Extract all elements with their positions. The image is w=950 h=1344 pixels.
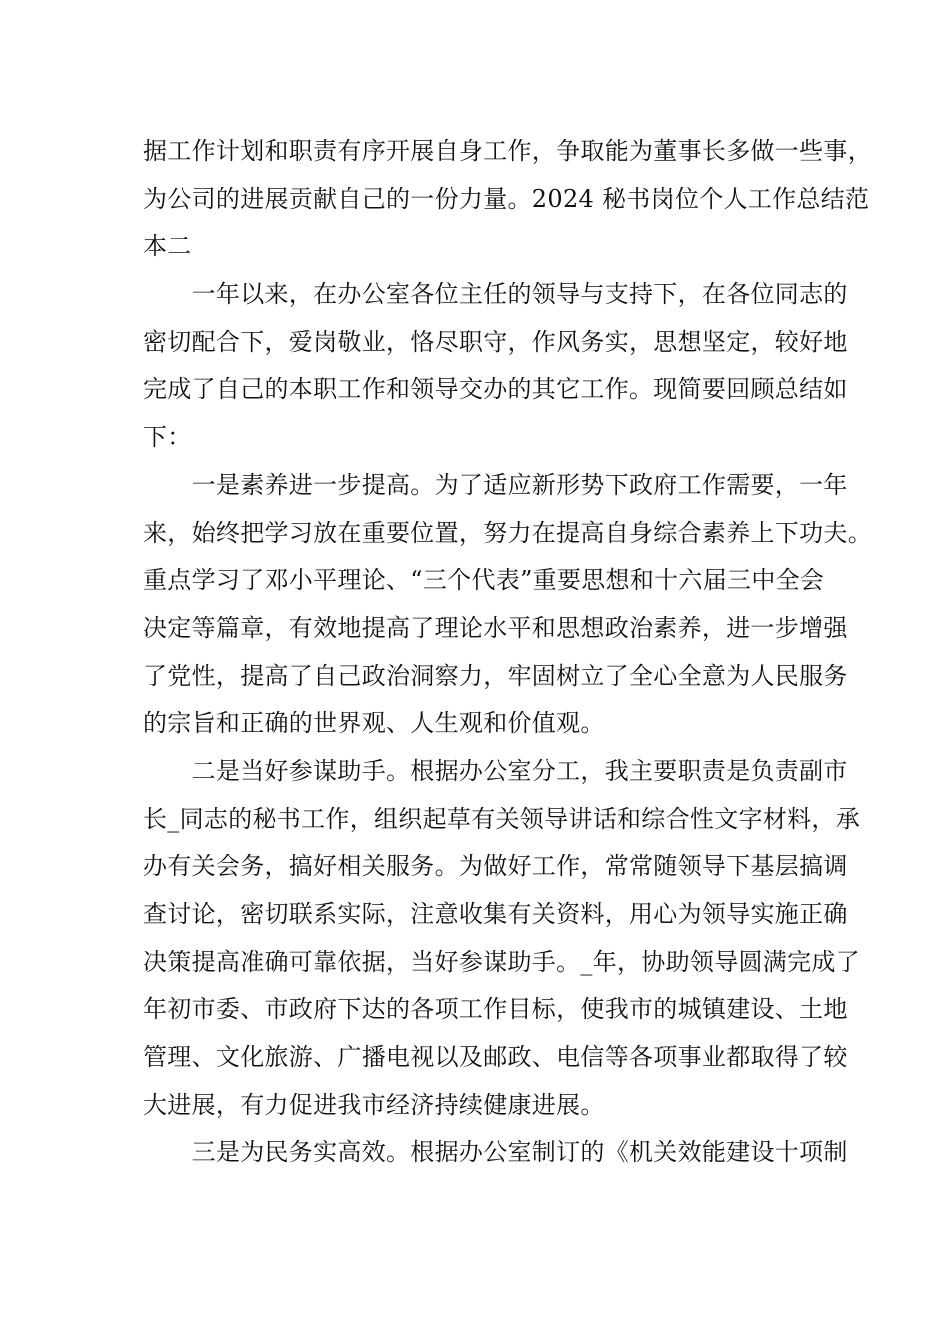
paragraph-start-line: 一年以来，在办公室各位主任的领导与支持下，在各位同志的	[143, 280, 848, 309]
text-line: 年初市委、市政府下达的各项工作目标，使我市的城镇建设、土地	[143, 995, 848, 1024]
text-line: 的宗旨和正确的世界观、人生观和价值观。	[143, 709, 605, 738]
text-line: 办有关会务，搞好相关服务。为做好工作，常常随领导下基层搞调	[143, 852, 848, 881]
text-line: 本二	[143, 232, 192, 261]
text-line: 完成了自己的本职工作和领导交办的其它工作。现简要回顾总结如	[143, 375, 848, 404]
text-line: 据工作计划和职责有序开展自身工作，争取能为董事长多做一些事，	[143, 137, 872, 165]
document-body	[143, 128, 872, 1177]
text-line: 决定等篇章，有效地提高了理论水平和思想政治素养，进一步增强	[143, 613, 848, 642]
paragraph-start-line: 一是素养进一步提高。为了适应新形势下政府工作需要，一年	[143, 470, 848, 499]
text-line: 大进展，有力促进我市经济持续健康进展。	[143, 1090, 605, 1119]
text-line: 长_同志的秘书工作，组织起草有关领导讲话和综合性文字材料，承	[143, 804, 860, 833]
text-line: 下：	[143, 423, 192, 452]
paragraph-start-line: 二是当好参谋助手。根据办公室分工，我主要职责是负责副市	[143, 756, 848, 785]
text-line: 管理、文化旅游、广播电视以及邮政、电信等各项事业都取得了较	[143, 1043, 848, 1072]
text-line: 重点学习了邓小平理论、“三个代表”重要思想和十六届三中全会	[143, 566, 825, 595]
text-line: 密切配合下，爱岗敬业，恪尽职守，作风务实，思想坚定，较好地	[143, 327, 848, 356]
text-line: 了党性，提高了自己政治洞察力，牢固树立了全心全意为人民服务	[143, 661, 848, 690]
text-line: 查讨论，密切联系实际，注意收集有关资料，用心为领导实施正确	[143, 900, 848, 928]
paragraph-start-line: 三是为民务实高效。根据办公室制订的《机关效能建设十项制	[143, 1138, 848, 1167]
text-line: 为公司的进展贡献自己的一份力量。2024 秘书岗位个人工作总结范	[143, 184, 870, 213]
text-line: 决策提高准确可靠依据，当好参谋助手。_年，协助领导圆满完成了	[143, 947, 860, 976]
text-line: 来，始终把学习放在重要位置，努力在提高自身综合素养上下功夫。	[143, 518, 872, 547]
